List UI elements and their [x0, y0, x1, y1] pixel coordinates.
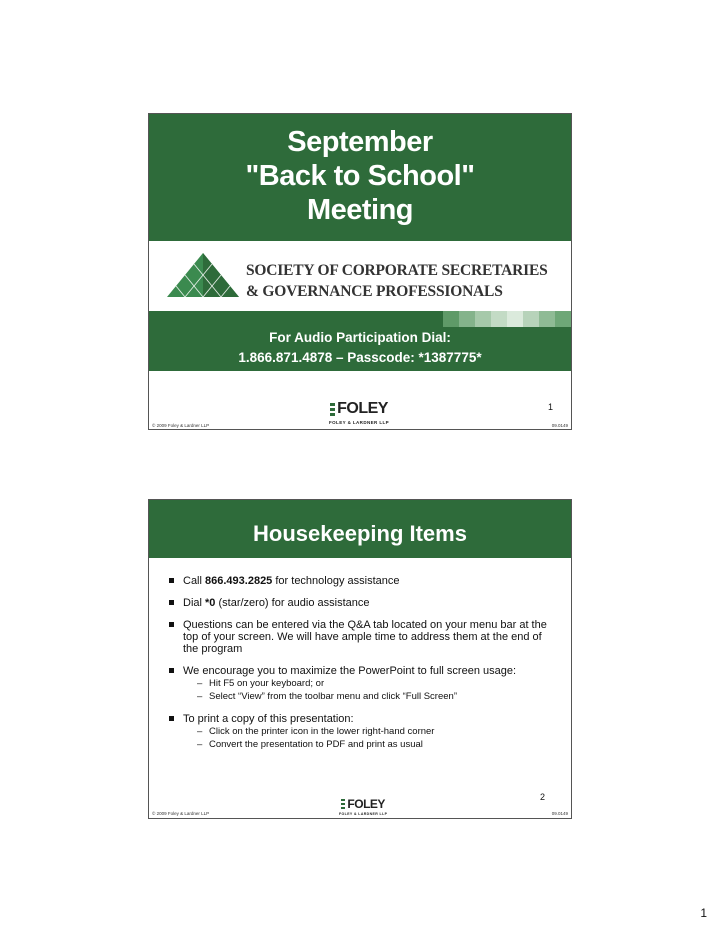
sub-item: – Hit F5 on your keyboard; or	[197, 678, 325, 689]
slide-code: 09.0149	[551, 811, 568, 816]
society-name	[246, 260, 548, 302]
housekeeping-list	[169, 575, 559, 761]
document-page-number: 1	[700, 906, 707, 920]
society-logo-band	[149, 241, 571, 311]
audio-dial-banner	[149, 311, 571, 371]
foley-logo-text: FOLEY	[347, 797, 385, 811]
bullet-icon	[169, 668, 174, 673]
bullet-icon	[169, 600, 174, 605]
bullet-icon	[169, 578, 174, 583]
sub-item: – Select “View” from the toolbar menu and click “Full Screen”	[197, 691, 457, 702]
sub-item: – Convert the presentation to PDF and print as usual	[197, 739, 423, 750]
slide-2	[148, 499, 572, 819]
copyright: © 2009 Foley & Lardner LLP	[152, 811, 210, 816]
tech-phone: 866.493.2825	[205, 575, 273, 587]
audio-line-2: 1.866.871.4878 – Passcode: *1387775*	[238, 350, 482, 365]
foley-logo-text: FOLEY	[337, 400, 388, 417]
foley-logo	[339, 798, 387, 816]
audio-code: *0	[205, 597, 216, 609]
title-line-2: "Back to School"	[245, 160, 475, 192]
list-item: To print a copy of this presentation: – Click on the printer icon in the lower right-hand corner – Convert the presentation to PDF and print as usual	[169, 713, 559, 751]
list-item: Call 866.493.2825 for technology assistance	[169, 575, 559, 587]
pyramid-logo-icon	[165, 251, 241, 299]
foley-bars-icon	[341, 799, 345, 809]
foley-bars-icon	[330, 403, 335, 416]
title-line-1: September	[287, 126, 433, 158]
sub-item: – Click on the printer icon in the lower right-hand corner	[197, 726, 435, 737]
slide-page-number: 1	[547, 402, 553, 412]
foley-logo-subtext: FOLEY & LARDNER LLP	[339, 812, 388, 816]
title-line-3: Meeting	[306, 194, 414, 226]
slide-2-title: Housekeeping Items	[149, 500, 571, 558]
foley-logo-subtext: FOLEY & LARDNER LLP	[329, 420, 390, 425]
decorative-squares	[443, 311, 571, 327]
bullet-icon	[169, 622, 174, 627]
society-line-2: & GOVERNANCE PROFESSIONALS	[246, 283, 503, 300]
copyright: © 2009 Foley & Lardner LLP	[152, 423, 210, 428]
bullet-icon	[169, 716, 174, 721]
foley-logo	[329, 401, 389, 425]
slide-page-number: 2	[539, 792, 545, 802]
slide-code: 09.0149	[551, 423, 568, 428]
society-line-1: SOCIETY OF CORPORATE SECRETARIES	[246, 262, 548, 279]
slide-1	[148, 113, 572, 430]
slide-1-title	[149, 114, 571, 241]
list-item: Questions can be entered via the Q&A tab located on your menu bar at the top of your screen. We will have ample time to address them at the end of the program	[169, 619, 559, 655]
audio-line-1: For Audio Participation Dial:	[269, 330, 451, 345]
list-item: We encourage you to maximize the PowerPoint to full screen usage: – Hit F5 on your keyboard; or – Select “View” from the toolbar menu and click “Full Screen”	[169, 665, 559, 703]
list-item: Dial *0 (star/zero) for audio assistance	[169, 597, 559, 609]
